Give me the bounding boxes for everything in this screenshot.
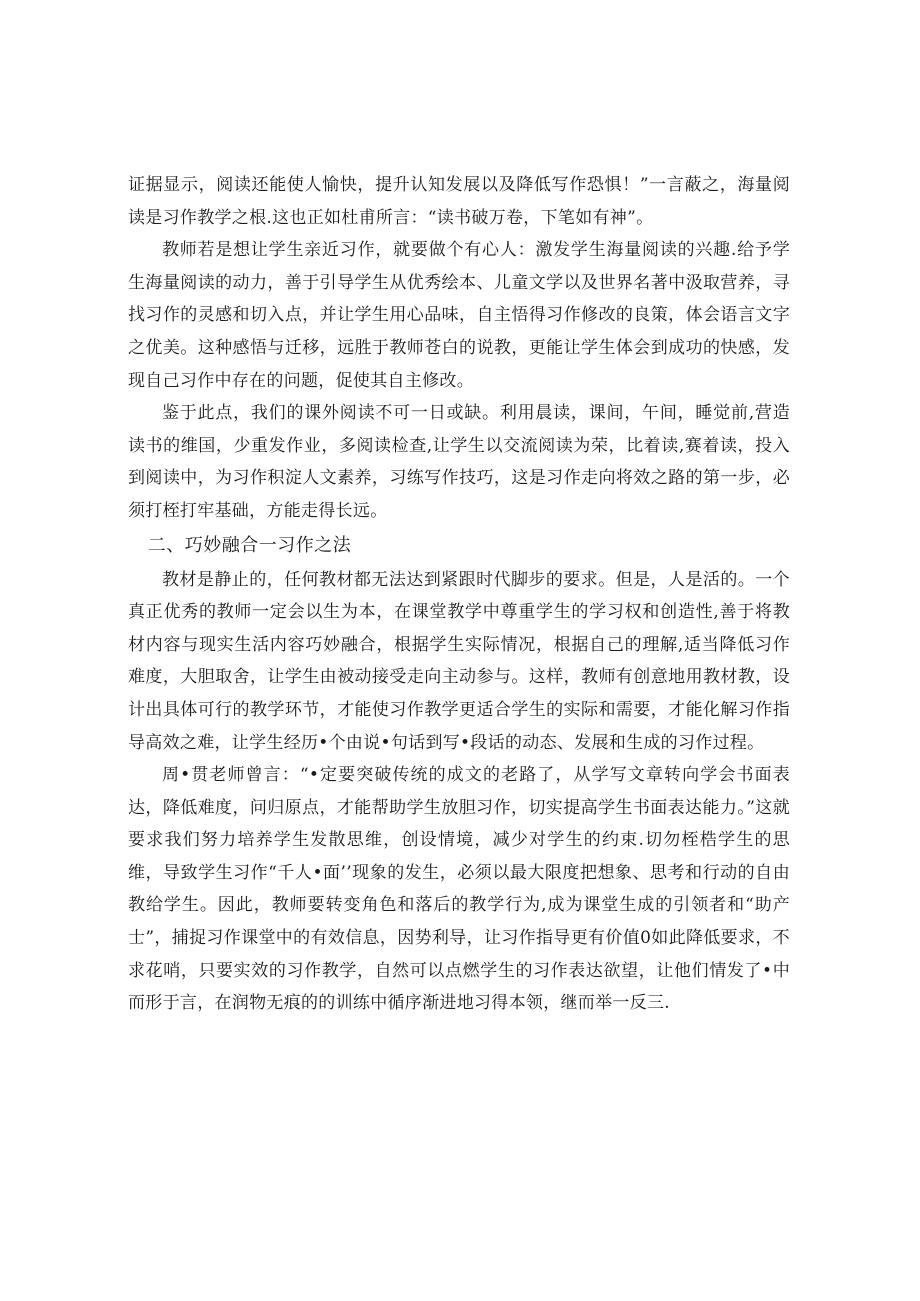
paragraph-3: 鉴于此点，我们的课外阅读不可一日或缺。利用晨读，课间，午间，睡觉前,营造读书的维国，少重发作业，多阅读检查,让学生以交流阅读为荣，比着读,赛着读，投入到阅读中，为习作积淀人文素养，习练写作技巧，这是习作走向将效之路的第一步，必须打桎打牢基础，方能走得长远。: [128, 403, 790, 521]
section-heading: 二、巧妙融合一习作之法: [147, 534, 352, 556]
paragraph-5: 周•贯老师曾言：“•定要突破传统的成文的老路了，从学写文章转向学会书面表达，降低难度，问归原点，才能帮助学生放胆习作，切实提高学生书面表达能力。”这就要求我们努力培养学生发散思维，创设情境，减少对学生的约束.切勿桎梏学生的思维，导致学生习作“千人•面’’现象的发生，必须以最大限度把想象、思考和行动的自由教给学生。因此，教师要转变角色和落后的教学行为,成为课堂生成的引领者和“助产士”，捕捉习作课堂中的有效信息，因势利导，让习作指导更有价值0如此降低要求，不求花哨，只要实效的习作教学，自然可以点燃学生的习作表达欲望，让他们情发了•中而形于言，在润物无痕的的训练中循序渐进地习得本领，继而举一反三.: [128, 765, 790, 1014]
paragraph-2: 教师若是想让学生亲近习作，就要做个有心人：激发学生海量阅读的兴趣.给予学生海量阅读的动力，善于引导学生从优秀绘本、儿童文学以及世界名著中汲取营养，寻找习作的灵感和切入点，并让学生用心品味，自主悟得习作修改的良策，体会语言文字之优美。这种感悟与迁移，远胜于教师苍白的说教，更能让学生体会到成功的快感，发现自己习作中存在的问题，促使其自主修改。: [128, 240, 790, 391]
paragraph-4: 教材是静止的，任何教材都无法达到紧跟时代脚步的要求。但是，人是活的。一个真正优秀的教师一定会以生为本，在课堂教学中尊重学生的学习权和创造性,善于将教材内容与现实生活内容巧妙融合，根据学生实际情况，根据自己的理解,适当降低习作难度，大胆取舍，让学生由被动接受走向主动参与。这样，教师有创意地用教材教，设计出具体可行的教学环节，才能使习作教学更适合学生的实际和需要，才能化解习作指导高效之难，让学生经历•个由说•句话到写•段话的动态、发展和生成的习作过程。: [128, 569, 790, 753]
paragraph-1: 证据显示，阅读还能使人愉快，提升认知发展以及降低写作恐惧！”一言蔽之，海量阅读是习作教学之根.这也正如杜甫所言：“读书破万卷，下笔如有神”。: [128, 175, 790, 228]
